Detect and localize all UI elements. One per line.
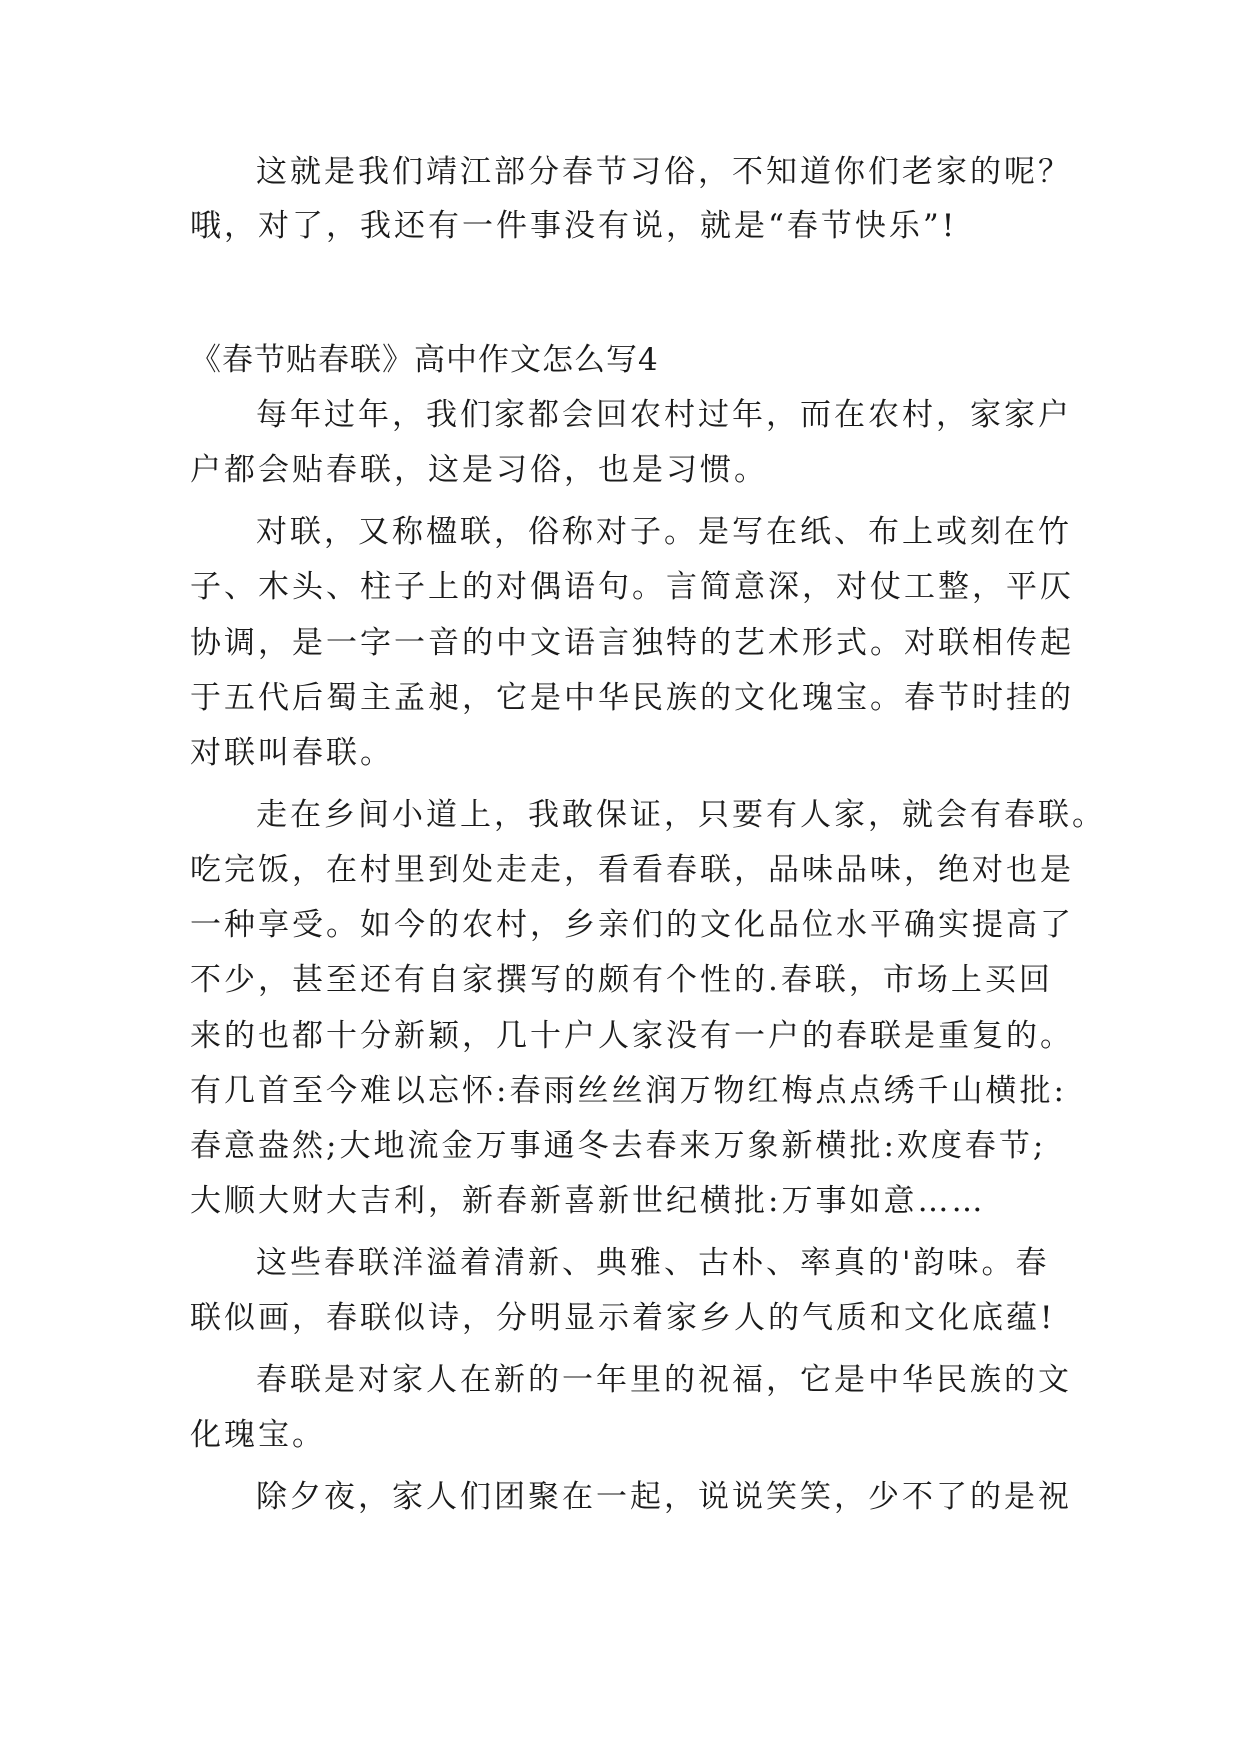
paragraph-line: 于五代后蜀主孟昶，它是中华民族的文化瑰宝。春节时挂的 [190, 680, 1074, 716]
paragraph-line: 对联，又称楹联，俗称对子。是写在纸、布上或刻在竹 [256, 514, 1072, 550]
paragraph-line: 哦，对了，我还有一件事没有说，就是“春节快乐”! [190, 208, 958, 244]
paragraph-line: 来的也都十分新颖，几十户人家没有一户的春联是重复的。 [190, 1018, 1074, 1054]
paragraph-line: 大顺大财大吉利，新春新喜新世纪横批:万事如意…… [190, 1183, 986, 1219]
paragraph-line: 联似画，春联似诗，分明显示着家乡人的气质和文化底蕴! [190, 1300, 1056, 1336]
paragraph-line: 一种享受。如今的农村，乡亲们的文化品位水平确实提高了 [190, 907, 1074, 943]
paragraph-line: 这就是我们靖江部分春节习俗，不知道你们老家的呢？ [256, 154, 1072, 190]
paragraph-line: 每年过年，我们家都会回农村过年，而在农村，家家户 [256, 397, 1072, 433]
paragraph-line: 这些春联洋溢着清新、典雅、古朴、率真的'韵味。春 [256, 1245, 1050, 1281]
paragraph-line: 对联叫春联。 [190, 735, 394, 771]
paragraph-line: 走在乡间小道上，我敢保证，只要有人家，就会有春联。 [256, 797, 1106, 833]
paragraph-line: 不少，甚至还有自家撰写的颇有个性的.春联，市场上买回 [190, 962, 1053, 998]
paragraph-line: 子、木头、柱子上的对偶语句。言简意深，对仗工整，平仄 [190, 569, 1074, 605]
paragraph-line: 春联是对家人在新的一年里的祝福，它是中华民族的文 [256, 1362, 1072, 1398]
paragraph-line: 有几首至今难以忘怀:春雨丝丝润万物红梅点点绣千山横批: [190, 1073, 1067, 1109]
paragraph-line: 除夕夜，家人们团聚在一起，说说笑笑，少不了的是祝 [256, 1479, 1072, 1515]
paragraph-line: 化瑰宝。 [190, 1417, 326, 1453]
paragraph-line: 协调，是一字一音的中文语言独特的艺术形式。对联相传起 [190, 625, 1074, 661]
paragraph-line: 吃完饭，在村里到处走走，看看春联，品味品味，绝对也是 [190, 852, 1074, 888]
paragraph-line: 户都会贴春联，这是习俗，也是习惯。 [190, 452, 768, 488]
paragraph-line: 春意盎然;大地流金万事通冬去春来万象新横批:欢度春节; [190, 1128, 1047, 1164]
section-heading: 《春节贴春联》高中作文怎么写4 [190, 342, 659, 378]
